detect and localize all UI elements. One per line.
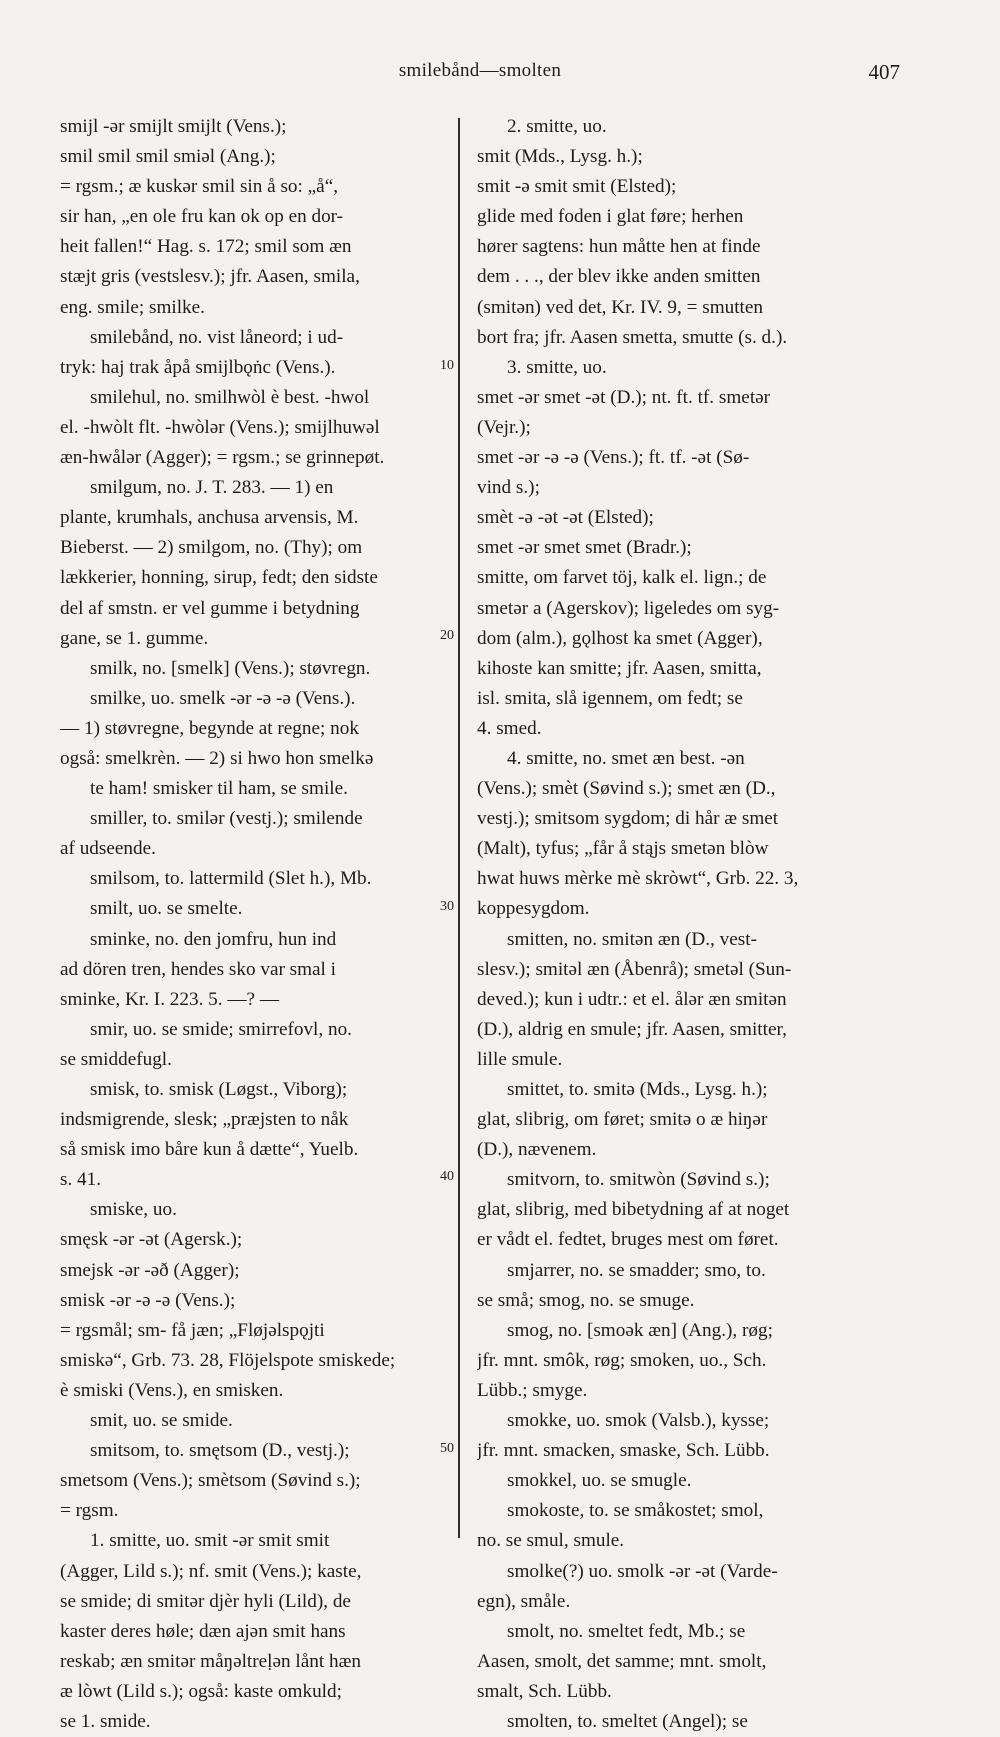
text-line: så smisk imo båre kun å dætte“, Yuelb.	[60, 1139, 359, 1161]
text-line: indsmigrende, slesk; „præjsten to nåk	[60, 1109, 349, 1131]
text-line: smir, uo. se smide; smirrefovl, no.	[90, 1018, 352, 1040]
text-line: hwat huws mèrke mè skròwt“, Grb. 22. 3,	[477, 868, 799, 890]
text-line: Aasen, smolt, det samme; mnt. smolt,	[477, 1650, 767, 1672]
text-line: smolt, no. smeltet fedt, Mb.; se	[507, 1620, 746, 1642]
text-line: smetsom (Vens.); smètsom (Søvind s.);	[60, 1470, 361, 1492]
text-line: smokke, uo. smok (Valsb.), kysse;	[507, 1410, 770, 1432]
text-line: jfr. mnt. smôk, røg; smoken, uo., Sch.	[477, 1349, 767, 1371]
text-line: er vådt el. fedtet, bruges mest om føret.	[477, 1229, 779, 1251]
text-line: af udseende.	[60, 838, 156, 860]
text-line: glat, slibrig, med bibetydning af at noget	[477, 1199, 790, 1221]
text-line: smisk, to. smisk (Løgst., Viborg);	[90, 1079, 348, 1100]
text-line: smitvorn, to. smitwòn (Søvind s.);	[507, 1169, 770, 1191]
text-line: smilke, uo. smelk -ər -ə -ə (Vens.).	[90, 687, 356, 709]
page-number: 407	[868, 60, 900, 84]
text-line: dem . . ., der blev ikke anden smitten	[477, 266, 761, 288]
text-line: smèt -ə -ət -ət (Elsted);	[477, 507, 654, 529]
line-number: 30	[440, 899, 454, 914]
text-line: smilgum, no. J. T. 283. — 1) en	[90, 477, 334, 499]
right-column	[477, 112, 902, 1737]
text-line: smet -ər smet -ət (D.); nt. ft. tf. smetər	[477, 386, 771, 408]
text-line: eng. smile; smilke.	[60, 296, 205, 318]
text-line: smog, no. [smoək æn] (Ang.), røg;	[507, 1319, 773, 1341]
text-line: også: smelkrèn. — 2) si hwo hon smelkə	[60, 747, 374, 769]
text-line: Bieberst. — 2) smilgom, no. (Thy); om	[60, 537, 363, 559]
text-line: se 1. smide.	[60, 1710, 151, 1732]
text-line: sminke, Kr. I. 223. 5. —? —	[60, 988, 280, 1010]
text-line: smilt, uo. se smelte.	[90, 898, 243, 920]
text-line: gane, se 1. gumme.	[60, 627, 209, 649]
text-line: = rgsm.	[60, 1500, 119, 1522]
text-line: (Vens.); smèt (Søvind s.); smet æn (D.,	[477, 778, 776, 800]
text-line: se smiddefugl.	[60, 1048, 172, 1070]
text-line: slesv.); smitəl æn (Åbenrå); smetəl (Sun-	[477, 958, 792, 980]
text-line: (Malt), tyfus; „får å stąjs smetən blòw	[477, 838, 769, 860]
text-line: heit fallen!“ Hag. s. 172; smil som æn	[60, 236, 352, 258]
text-line: kaster deres høle; dæn ajən smit hans	[60, 1620, 346, 1642]
text-line: vind s.);	[477, 477, 540, 499]
text-line: del af smstn. er vel gumme i betydning	[60, 597, 360, 619]
text-line: (smitən) ved det, Kr. IV. 9, = smutten	[477, 296, 763, 318]
text-line: deved.); kun i udtr.: et el. ålər æn smitən	[477, 988, 787, 1010]
text-line: smjarrer, no. se smadder; smo, to.	[507, 1259, 766, 1281]
text-line: s. 41.	[60, 1169, 102, 1191]
text-line: 2. smitte, uo.	[507, 116, 607, 137]
page-header	[60, 60, 900, 94]
text-line: = rgsmål; sm- få jæn; „Fløjəlspǫjti	[60, 1319, 325, 1341]
text-line: plante, krumhals, anchusa arvensis, M.	[60, 507, 359, 529]
text-line: è smiski (Vens.), en smisken.	[60, 1379, 284, 1401]
text-line: smiller, to. smilər (vestj.); smilende	[90, 808, 363, 830]
text-line: ad dören tren, hendes sko var smal i	[60, 958, 337, 980]
line-number: 40	[440, 1169, 454, 1184]
text-line: smit -ə smit smit (Elsted);	[477, 176, 677, 198]
text-line: se små; smog, no. se smuge.	[477, 1289, 695, 1311]
text-line: smet -ər smet smet (Bradr.);	[477, 537, 692, 559]
text-line: vestj.); smitsom sygdom; di hår æ smet	[477, 808, 779, 830]
text-line: koppesygdom.	[477, 898, 590, 920]
text-line: lille smule.	[477, 1048, 563, 1070]
text-line: jfr. mnt. smacken, smaske, Sch. Lübb.	[477, 1440, 770, 1462]
column-divider	[458, 118, 460, 1538]
text-line: sir han, „en ole fru kan ok op en dor-	[60, 206, 344, 228]
text-line: isl. smita, slå igennem, om fedt; se	[477, 687, 743, 709]
text-line: smejsk -ər -əð (Agger);	[60, 1259, 240, 1281]
text-line: æn-hwålər (Agger); = rgsm.; se grinnepøt.	[60, 447, 385, 469]
line-number: 20	[440, 628, 454, 643]
text-line: (D.), aldrig en smule; jfr. Aasen, smitter,	[477, 1018, 787, 1040]
text-line: smalt, Sch. Lübb.	[477, 1680, 612, 1702]
text-line: smit, uo. se smide.	[90, 1410, 233, 1432]
text-line: smilebånd, no. vist låneord; i ud-	[90, 326, 344, 348]
text-line: lækkerier, honning, sirup, fedt; den sidste	[60, 567, 378, 589]
text-line: smitsom, to. smętsom (D., vestj.);	[90, 1440, 350, 1462]
text-line: smitten, no. smitən æn (D., vest-	[507, 928, 757, 950]
text-line: 3. smitte, uo.	[507, 356, 607, 378]
text-line: smitte, om farvet töj, kalk el. lign.; de	[477, 567, 767, 589]
text-line: smolke(?) uo. smolk -ər -ət (Varde-	[507, 1560, 778, 1582]
text-line: smokoste, to. se småkostet; smol,	[507, 1500, 764, 1522]
text-line: egn), småle.	[477, 1590, 571, 1612]
text-line: smokkel, uo. se smugle.	[507, 1470, 692, 1492]
text-line: smęsk -ər -ət (Agersk.);	[60, 1229, 243, 1251]
text-line: smilk, no. [smelk] (Vens.); støvregn.	[90, 657, 371, 679]
text-line: el. -hwòlt flt. -hwòlər (Vens.); smijlhuwəl	[60, 416, 380, 438]
text-line: smilehul, no. smilhwòl è best. -hwol	[90, 386, 370, 408]
text-line: 1. smitte, uo. smit -ər smit smit	[90, 1530, 330, 1552]
text-line: æ lòwt (Lild s.); også: kaste omkuld;	[60, 1680, 342, 1702]
line-number: 50	[440, 1441, 454, 1456]
text-line: stæjt gris (vestslesv.); jfr. Aasen, smila,	[60, 266, 360, 288]
text-line: smit (Mds., Lysg. h.);	[477, 146, 643, 168]
running-head: smilebånd—smolten	[398, 60, 562, 81]
text-line: smetər a (Agerskov); ligeledes om syg-	[477, 597, 780, 619]
text-line: 4. smitte, no. smet æn best. -ən	[507, 747, 745, 769]
text-line: smet -ər -ə -ə (Vens.); ft. tf. -ət (Sø-	[477, 447, 750, 469]
text-line: smilsom, to. lattermild (Slet h.), Mb.	[90, 868, 372, 890]
text-line: (Vejr.);	[477, 416, 531, 438]
text-line: no. se smul, smule.	[477, 1530, 625, 1552]
text-line: glide med foden i glat føre; herhen	[477, 206, 744, 228]
text-line: se smide; di smitər djèr hyli (Lild), de	[60, 1590, 351, 1612]
left-column	[60, 112, 480, 1737]
text-line: smiske, uo.	[90, 1199, 177, 1221]
text-line: kihoste kan smitte; jfr. Aasen, smitta,	[477, 657, 762, 679]
text-line: glat, slibrig, om føret; smitə o æ hiŋər	[477, 1109, 768, 1131]
text-line: smil smil smil smiəl (Ang.);	[60, 146, 276, 168]
line-number: 10	[440, 358, 454, 373]
text-line: hører sagtens: hun måtte hen at finde	[477, 236, 761, 258]
text-line: smiskə“, Grb. 73. 28, Flöjelspote smiskede;	[60, 1349, 396, 1371]
text-line: sminke, no. den jomfru, hun ind	[90, 928, 337, 950]
text-line: smolten, to. smeltet (Angel); se	[507, 1710, 748, 1732]
text-line: (D.), nævenem.	[477, 1139, 597, 1161]
text-line: 4. smed.	[477, 717, 542, 739]
text-line: reskab; æn smitər måŋəltreḷən lånt hæn	[60, 1650, 361, 1672]
text-line: dom (alm.), gǫlhost ka smet (Agger),	[477, 627, 763, 649]
text-line: (Agger, Lild s.); nf. smit (Vens.); kaste,	[60, 1560, 362, 1582]
text-line: smisk -ər -ə -ə (Vens.);	[60, 1289, 236, 1311]
text-line: smijl -ər smijlt smijlt (Vens.);	[60, 116, 287, 137]
text-line: te ham! smisker til ham, se smile.	[90, 778, 348, 800]
text-line: = rgsm.; æ kuskər smil sin å so: „å“,	[60, 176, 339, 198]
text-line: smittet, to. smitə (Mds., Lysg. h.);	[507, 1079, 768, 1100]
text-line: bort fra; jfr. Aasen smetta, smutte (s. d.).	[477, 326, 788, 348]
text-line: Lübb.; smyge.	[477, 1379, 588, 1401]
text-line: tryk: haj trak åpå smijlbǫṅc (Vens.).	[60, 356, 336, 378]
text-line: — 1) støvregne, begynde at regne; nok	[60, 717, 359, 739]
